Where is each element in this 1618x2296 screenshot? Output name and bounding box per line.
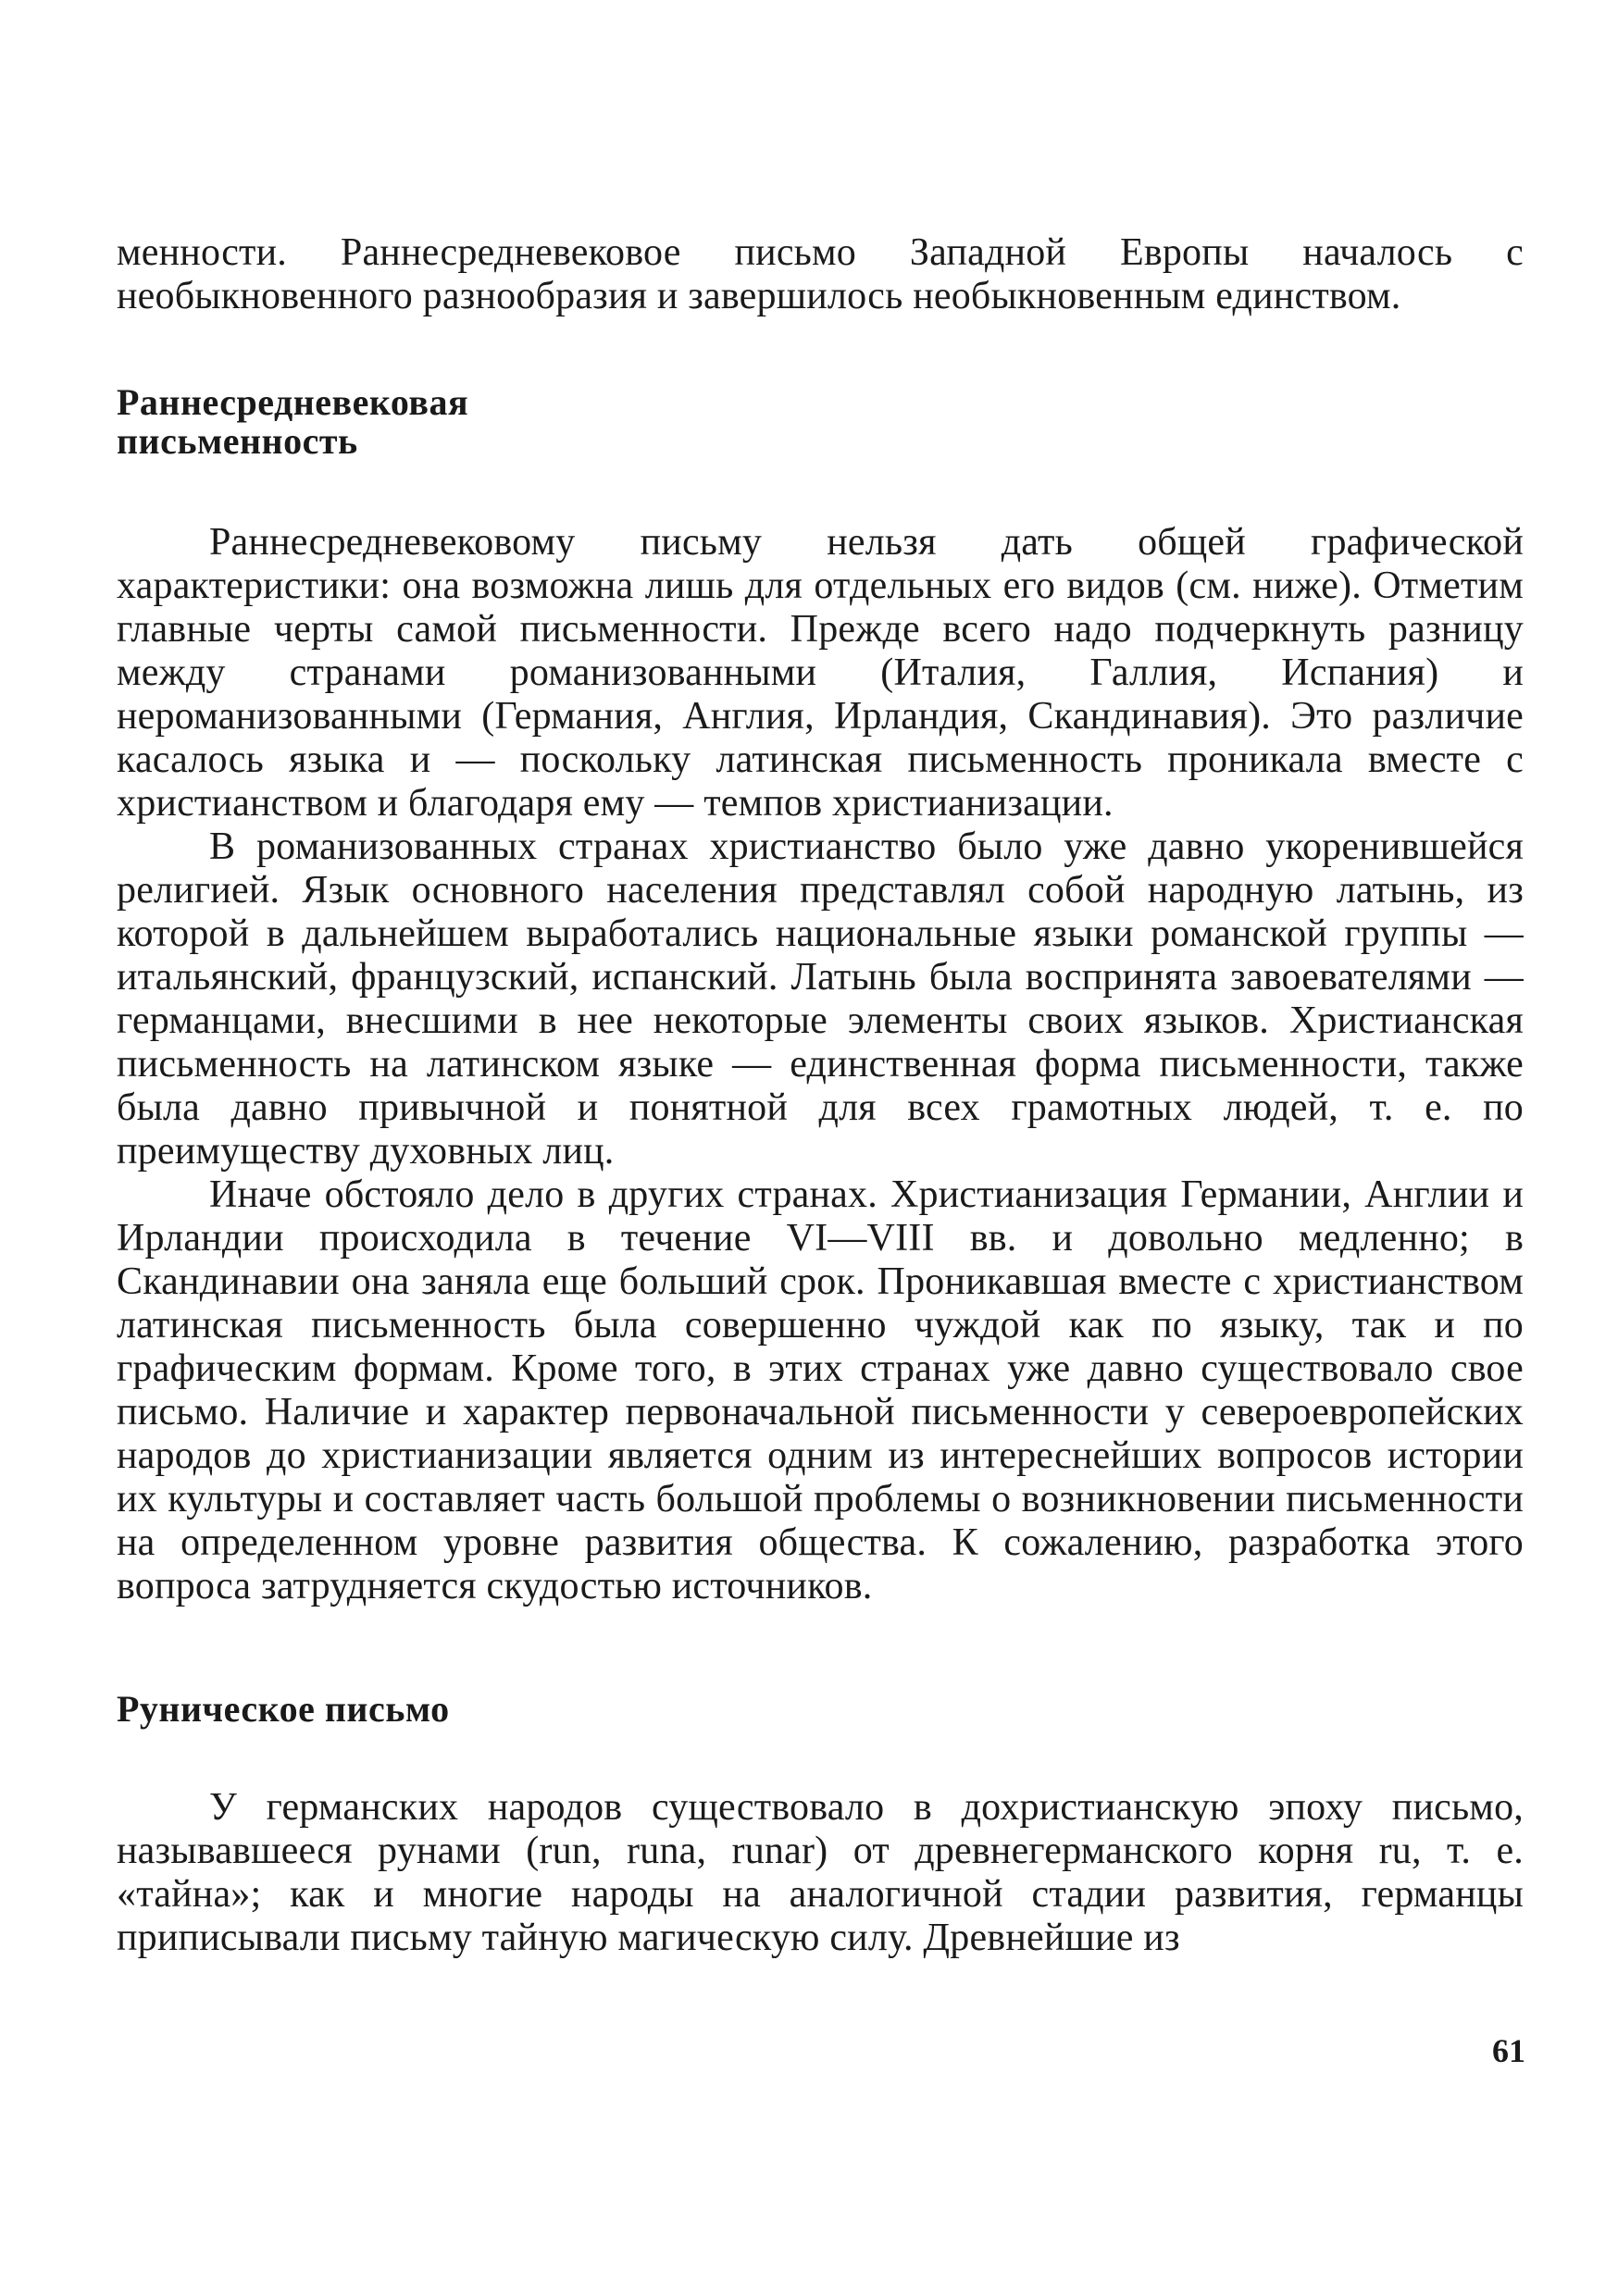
page-body [117, 231, 1524, 1960]
paragraph-characteristics: Раннесредневековому письму нельзя дать общей графической характеристики: она возможна лишь для отдельных его видов (см. ниже). Отметим главные черты самой письменности. Прежде всего надо подчеркнуть разницу между странами романизованными (Италия, Галлия, Испания) и нероманизованными (Германия, Англия, Ирландия, Скандинавия). Это различие касалось языка и — поскольку латинская письменность проникала вместе с христианством и благодаря ему — темпов христианизации. [117, 521, 1524, 825]
paragraph-intro: менности. Раннесредневековое письмо Западной Европы началось с необыкновенного разнообразия и завершилось необыкновенным единством. [117, 231, 1524, 317]
paragraph-runes: У германских народов существовало в дохристианскую эпоху письмо, называвшееся рунами (run, runa, runar) от древнегерманского корня ru, т. е. «тайна»; как и многие народы на аналогичной стадии развития, германцы приписывали письму тайную магическую силу. Древнейшие из [117, 1786, 1524, 1959]
section-heading-runic-writing: Руническое письмо [117, 1688, 450, 1730]
paragraph-romanized-countries: В романизованных странах христианство было уже давно укоренившейся религией. Язык основного населения представлял собой народную латынь, из которой в дальнейшем выработались национальные языки романской группы — итальянский, французский, испанский. Латынь была воспринята завоевателями — германцами, внесшими в нее некоторые элементы своих языков. Христианская письменность на латинском языке — единственная форма письменности, также была давно привычной и понятной для всех грамотных людей, т. е. по преимуществу духовных лиц. [117, 825, 1524, 1173]
paragraph-other-countries: Иначе обстояло дело в других странах. Христианизация Германии, Англии и Ирландии происходила в течение VI—VIII вв. и довольно медленно; в Скандинавии она заняла еще больший срок. Проникавшая вместе с христианством латинская письменность была совершенно чуждой как по языку, так и по графическим формам. Кроме того, в этих странах уже давно существовало свое письмо. Наличие и характер первоначальной письменности у североевропейских народов до христианизации является одним из интереснейших вопросов истории их культуры и составляет часть большой проблемы о возникновении письменности на определенном уровне развития общества. К сожалению, разработка этого вопроса затрудняется скудостью источников. [117, 1173, 1524, 1607]
section-heading-early-medieval-writing: Раннесредневековая письменность [117, 381, 469, 462]
page-number: 61 [1492, 2032, 1525, 2069]
